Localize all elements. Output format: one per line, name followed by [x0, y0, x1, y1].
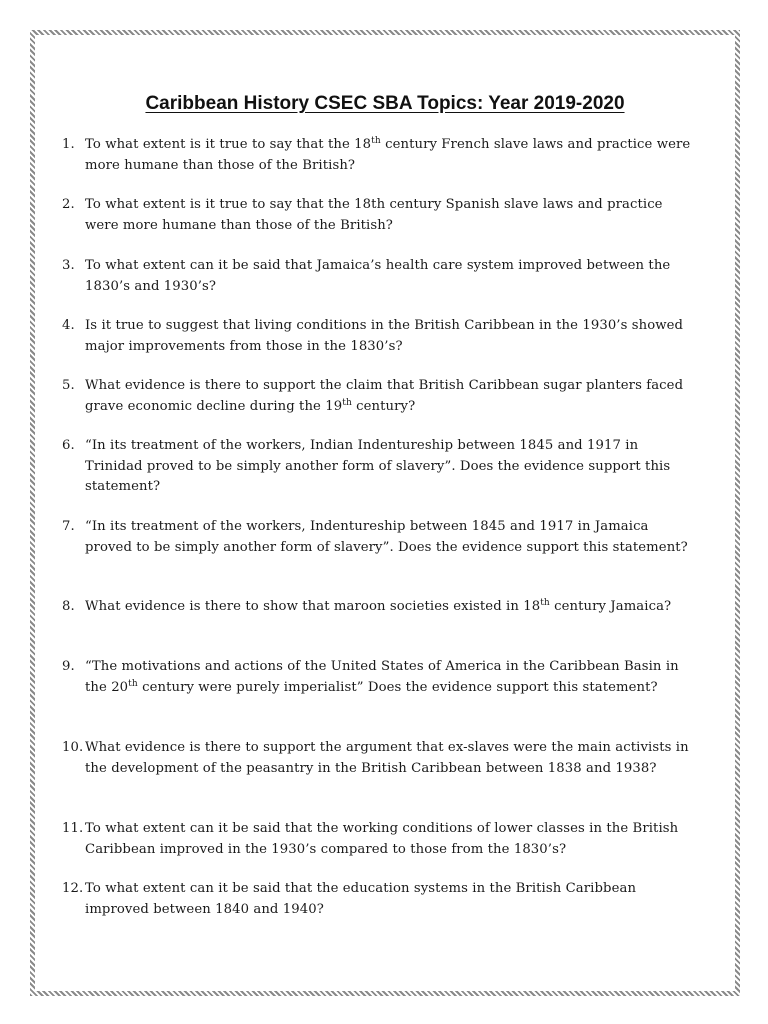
question-text [62, 597, 698, 618]
question-item [62, 657, 698, 698]
question-text-segment: To what extent can it be said that Jamaica’s health care system improved between the 1830’s and 1930’s? [85, 258, 671, 294]
question-item [62, 738, 698, 779]
question-text [62, 657, 698, 698]
question-number: 8. [62, 599, 75, 614]
question-text [62, 879, 698, 920]
question-text-segment: Is it true to suggest that living conditions in the British Caribbean in the 1930’s showed major improvements from those in the 1830’s? [85, 318, 684, 354]
question-item [62, 597, 698, 618]
question-item [62, 256, 698, 297]
question-text-segment: century Jamaica? [549, 599, 672, 614]
question-number: 7. [62, 519, 75, 534]
question-item [62, 436, 698, 498]
question-text-segment: century French slave laws and practice were more humane than those of the British? [85, 137, 691, 173]
question-text [62, 517, 698, 558]
question-number: 6. [62, 438, 75, 453]
question-item [62, 135, 698, 176]
question-text-segment: To what extent can it be said that the education systems in the British Caribbean improved between 1840 and 1940? [85, 881, 637, 917]
question-text [62, 436, 698, 498]
question-number: 11. [62, 821, 84, 836]
question-item [62, 195, 698, 236]
question-text-segment: “The motivations and actions of the United States of America in the Caribbean Basin in the 20 [85, 659, 679, 695]
question-text-segment: century? [351, 398, 416, 414]
question-number: 9. [62, 659, 75, 674]
question-text-segment: What evidence is there to show that maroon societies existed in 18 [85, 599, 541, 614]
question-text-segment: “In its treatment of the workers, Indentureship between 1845 and 1917 in Jamaica proved to be simply another form of slavery”. Does the evidence support this statement? [85, 519, 688, 555]
question-text [62, 819, 698, 860]
question-text [62, 316, 698, 357]
question-number: 5. [62, 378, 75, 393]
ordinal-suffix: th [540, 598, 550, 608]
question-number: 2. [62, 197, 75, 212]
question-text [62, 738, 698, 779]
question-text-segment: To what extent is it true to say that the 18 [85, 137, 372, 152]
question-text-segment: To what extent can it be said that the working conditions of lower classes in the British Caribbean improved in the 1930’s compared to those from the 1830’s? [85, 821, 679, 857]
question-item [62, 517, 698, 558]
question-text-segment: To what extent is it true to say that the 18th century Spanish slave laws and practice were more humane than those of the British? [85, 197, 663, 233]
ordinal-suffix: th [371, 136, 381, 146]
question-item [62, 316, 698, 357]
question-text [62, 135, 698, 176]
question-text-segment: century were purely imperialist” Does the evidence support this statement? [137, 679, 658, 695]
question-number: 3. [62, 258, 75, 273]
page-title: Caribbean History CSEC SBA Topics: Year 2019-2020 [145, 93, 625, 114]
question-item [62, 376, 698, 417]
ordinal-suffix: th [128, 678, 138, 689]
ordinal-suffix: th [342, 397, 352, 408]
question-text-segment: What evidence is there to support the claim that British Caribbean sugar planters faced grave economic decline during the 19 [85, 378, 684, 414]
question-number: 10. [62, 740, 84, 755]
question-text-segment: What evidence is there to support the argument that ex-slaves were the main activists in the development of the peasantry in the British Caribbean between 1838 and 1938? [85, 740, 689, 776]
question-text [62, 376, 698, 417]
question-number: 4. [62, 318, 75, 333]
question-text [62, 195, 698, 236]
question-item [62, 819, 698, 860]
question-text-segment: “In its treatment of the workers, Indian Indentureship between 1845 and 1917 in Trinidad proved to be simply another form of slavery”. Does the evidence support this statement? [85, 438, 671, 494]
question-number: 12. [62, 881, 84, 896]
question-text [62, 256, 698, 297]
question-number: 1. [62, 137, 75, 152]
question-item [62, 879, 698, 920]
